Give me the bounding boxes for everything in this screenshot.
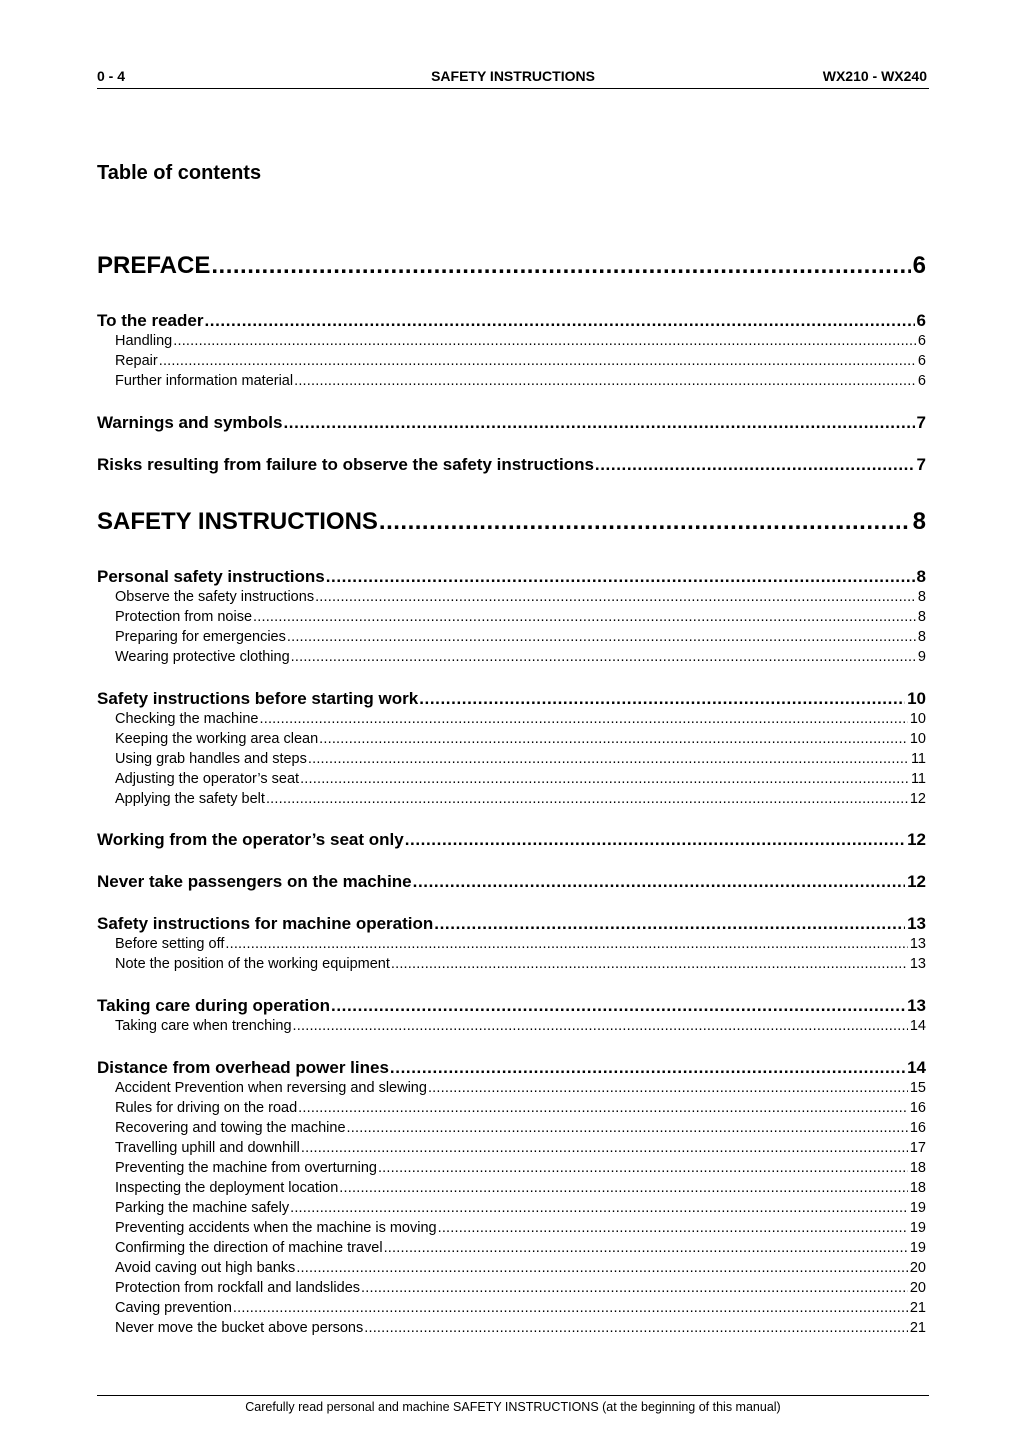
toc-dot-leader — [159, 352, 916, 371]
toc-entry-title: Handling — [115, 333, 173, 349]
toc-chapter-safety-instructions[interactable] — [97, 507, 926, 537]
toc-entry-title: Personal safety instructions — [97, 567, 325, 586]
toc-entry-title: To the reader — [97, 311, 204, 330]
toc-entry-title: Keeping the working area clean — [115, 731, 319, 747]
toc-entry-page: 14 — [909, 1018, 926, 1034]
toc-entry-title: Note the position of the working equipment — [115, 956, 390, 972]
toc-subsection-grab-handles[interactable] — [115, 750, 926, 769]
toc-subsection-before-setting-off[interactable] — [115, 935, 926, 954]
toc-entry-title: Taking care when trenching — [115, 1018, 292, 1034]
toc-dot-leader — [315, 588, 916, 607]
toc-entry-title: Inspecting the deployment location — [115, 1180, 339, 1196]
toc-subsection-operator-seat[interactable] — [115, 770, 926, 789]
toc-entry-page: 12 — [907, 830, 926, 849]
toc-subsection-repair[interactable] — [115, 352, 926, 371]
toc-section-no-passengers[interactable] — [97, 871, 926, 893]
toc-subsection-caving-prevention[interactable] — [115, 1299, 926, 1318]
toc-dot-leader — [291, 648, 916, 667]
toc-dot-leader — [428, 1079, 908, 1098]
toc-entry-title: Rules for driving on the road — [115, 1100, 298, 1116]
toc-subsection-parking[interactable] — [115, 1199, 926, 1218]
toc-subsection-moving-accidents[interactable] — [115, 1219, 926, 1238]
toc-section-power-lines[interactable] — [97, 1057, 926, 1079]
toc-entry-title: Protection from noise — [115, 609, 253, 625]
toc-dot-leader — [259, 710, 907, 729]
toc-dot-leader — [331, 995, 905, 1017]
toc-entry-page: 20 — [909, 1260, 926, 1276]
toc-entry-page: 18 — [909, 1180, 926, 1196]
toc-entry-page: 8 — [912, 508, 926, 535]
toc-entry-title: Risks resulting from failure to observe the safety instructions — [97, 455, 594, 474]
toc-entry-page: 21 — [909, 1320, 926, 1336]
toc-entry-title: Travelling uphill and downhill — [115, 1140, 300, 1156]
toc-entry-title: Recovering and towing the machine — [115, 1120, 346, 1136]
toc-entry-page: 6 — [917, 353, 926, 369]
toc-entry-title: Using grab handles and steps — [115, 751, 307, 767]
toc-dot-leader — [283, 412, 914, 434]
toc-dot-leader — [266, 790, 908, 809]
toc-entry-title: SAFETY INSTRUCTIONS — [97, 508, 378, 535]
toc-entry-page: 6 — [916, 311, 926, 330]
toc-subsection-working-area[interactable] — [115, 730, 926, 749]
toc-entry-title: Before setting off — [115, 936, 225, 952]
page-number: 0 - 4 — [97, 68, 126, 84]
toc-subsection-towing[interactable] — [115, 1119, 926, 1138]
toc-entry-page: 8 — [917, 609, 926, 625]
toc-subsection-travel-direction[interactable] — [115, 1239, 926, 1258]
toc-entry-title: Caving prevention — [115, 1300, 232, 1316]
toc-dot-leader — [379, 507, 911, 537]
toc-entry-page: 19 — [909, 1220, 926, 1236]
toc-section-before-starting[interactable] — [97, 688, 926, 710]
toc-dot-leader — [300, 770, 909, 789]
toc-dot-leader — [405, 829, 905, 851]
toc-entry-page: 15 — [909, 1080, 926, 1096]
toc-subsection-uphill-downhill[interactable] — [115, 1139, 926, 1158]
toc-subsection-handling[interactable] — [115, 332, 926, 351]
toc-dot-leader — [595, 454, 915, 476]
toc-entry-title: Safety instructions for machine operation — [97, 914, 434, 933]
toc-entry-title: Warnings and symbols — [97, 413, 283, 432]
toc-section-risks[interactable] — [97, 454, 926, 476]
toc-entry-title: Wearing protective clothing — [115, 649, 290, 665]
toc-subsection-further-information[interactable] — [115, 372, 926, 391]
page-header — [97, 68, 929, 89]
section-title: SAFETY INSTRUCTIONS — [431, 68, 595, 84]
toc-entry-page: 17 — [909, 1140, 926, 1156]
toc-dot-leader — [378, 1159, 908, 1178]
toc-entry-page: 10 — [907, 689, 926, 708]
toc-dot-leader — [293, 1017, 908, 1036]
toc-dot-leader — [391, 955, 908, 974]
toc-entry-title: Taking care during operation — [97, 996, 330, 1015]
toc-dot-leader — [347, 1119, 908, 1138]
toc-section-taking-care[interactable] — [97, 995, 926, 1017]
toc-dot-leader — [173, 332, 916, 351]
toc-entry-title: Further information material — [115, 373, 294, 389]
toc-dot-leader — [287, 628, 916, 647]
toc-title: Table of contents — [97, 162, 262, 184]
toc-entry-page: 8 — [917, 589, 926, 605]
toc-entry-title: Never take passengers on the machine — [97, 872, 412, 891]
toc-entry-page: 20 — [909, 1280, 926, 1296]
toc-subsection-deployment-location[interactable] — [115, 1179, 926, 1198]
toc-entry-title: Protection from rockfall and landslides — [115, 1280, 361, 1296]
toc-entry-page: 12 — [909, 791, 926, 807]
toc-entry-title: Repair — [115, 353, 158, 369]
toc-entry-page: 11 — [910, 751, 926, 767]
toc-dot-leader — [225, 935, 908, 954]
toc-subsection-safety-belt[interactable] — [115, 790, 926, 809]
toc-entry-title: Preventing accidents when the machine is moving — [115, 1220, 437, 1236]
toc-dot-leader — [308, 750, 909, 769]
page-footer — [97, 1395, 929, 1414]
toc-subsection-working-equipment[interactable] — [115, 955, 926, 974]
toc-entry-title: Parking the machine safely — [115, 1200, 290, 1216]
toc-entry-page: 19 — [909, 1240, 926, 1256]
toc-entry-page: 6 — [912, 252, 926, 279]
toc-entry-title: Preparing for emergencies — [115, 629, 286, 645]
toc-entry-page: 13 — [909, 936, 926, 952]
toc-entry-title: Observe the safety instructions — [115, 589, 315, 605]
toc-dot-leader — [301, 1139, 908, 1158]
toc-dot-leader — [361, 1279, 908, 1298]
toc-entry-page: 13 — [907, 996, 926, 1015]
toc-entry-page: 8 — [917, 629, 926, 645]
footer-note: Carefully read personal and machine SAFETY INSTRUCTIONS (at the beginning of this manual) — [245, 1400, 781, 1414]
toc-dot-leader — [290, 1199, 908, 1218]
toc-entry-page: 6 — [917, 333, 926, 349]
toc-entry-title: Applying the safety belt — [115, 791, 265, 807]
toc-subsection-checking-machine[interactable] — [115, 710, 926, 729]
toc-dot-leader — [211, 251, 910, 281]
toc-subsection-protective-clothing[interactable] — [115, 648, 926, 667]
toc-entry-page: 9 — [917, 649, 926, 665]
toc-subsection-overturning[interactable] — [115, 1159, 926, 1178]
toc-dot-leader — [413, 871, 905, 893]
toc-entry-title: PREFACE — [97, 252, 211, 279]
toc-entry-title: Checking the machine — [115, 711, 259, 727]
toc-dot-leader — [434, 913, 905, 935]
toc-entry-title: Confirming the direction of machine travel — [115, 1240, 383, 1256]
toc-dot-leader — [253, 608, 916, 627]
toc-entry-title: Accident Prevention when reversing and slewing — [115, 1080, 427, 1096]
toc-entry-page: 11 — [910, 771, 926, 787]
toc-entry-page: 8 — [916, 567, 926, 586]
toc-dot-leader — [364, 1319, 908, 1338]
toc-entry-page: 16 — [909, 1100, 926, 1116]
toc-subsection-trenching[interactable] — [115, 1017, 926, 1036]
toc-dot-leader — [419, 688, 905, 710]
toc-subsection-driving-road[interactable] — [115, 1099, 926, 1118]
toc-dot-leader — [233, 1299, 908, 1318]
toc-entry-page: 10 — [909, 731, 926, 747]
toc-dot-leader — [384, 1239, 908, 1258]
toc-section-machine-operation[interactable] — [97, 913, 926, 935]
toc-entry-page: 21 — [909, 1300, 926, 1316]
toc-subsection-high-banks[interactable] — [115, 1259, 926, 1278]
toc-dot-leader — [296, 1259, 908, 1278]
toc-subsection-rockfall[interactable] — [115, 1279, 926, 1298]
toc-entry-title: Safety instructions before starting work — [97, 689, 419, 708]
toc-entry-title: Never move the bucket above persons — [115, 1320, 364, 1336]
toc-subsection-noise[interactable] — [115, 608, 926, 627]
toc-entry-title: Working from the operator’s seat only — [97, 830, 404, 849]
toc-entry-page: 13 — [909, 956, 926, 972]
toc-subsection-observe-safety[interactable] — [115, 588, 926, 607]
toc-entry-page: 18 — [909, 1160, 926, 1176]
toc-entry-title: Distance from overhead power lines — [97, 1058, 389, 1077]
toc-entry-title: Preventing the machine from overturning — [115, 1160, 377, 1176]
toc-chapter-preface[interactable] — [97, 251, 926, 281]
toc-section-operator-seat-only[interactable] — [97, 829, 926, 851]
toc-entry-title: Adjusting the operator’s seat — [115, 771, 300, 787]
toc-entry-title: Avoid caving out high banks — [115, 1260, 296, 1276]
toc-entry-page: 13 — [907, 914, 926, 933]
toc-entry-page: 7 — [916, 413, 926, 432]
toc-section-to-the-reader[interactable] — [97, 310, 926, 332]
toc-entry-page: 7 — [916, 455, 926, 474]
toc-section-warnings-symbols[interactable] — [97, 412, 926, 434]
toc-section-personal-safety[interactable] — [97, 566, 926, 588]
toc-dot-leader — [294, 372, 916, 391]
toc-entry-page: 12 — [907, 872, 926, 891]
model-number: WX210 - WX240 — [822, 68, 927, 84]
toc-dot-leader — [298, 1099, 908, 1118]
toc-entry-page: 16 — [909, 1120, 926, 1136]
toc-dot-leader — [319, 730, 908, 749]
toc-dot-leader — [326, 566, 915, 588]
toc-entry-page: 19 — [909, 1200, 926, 1216]
toc-dot-leader — [204, 310, 914, 332]
toc-entry-page: 10 — [909, 711, 926, 727]
toc-dot-leader — [339, 1179, 908, 1198]
toc-entry-page: 14 — [907, 1058, 926, 1077]
toc-dot-leader — [390, 1057, 905, 1079]
toc-subsection-emergencies[interactable] — [115, 628, 926, 647]
toc-subsection-reversing-slewing[interactable] — [115, 1079, 926, 1098]
toc-dot-leader — [438, 1219, 908, 1238]
toc-subsection-bucket-above-persons[interactable] — [115, 1319, 926, 1338]
toc-entry-page: 6 — [917, 373, 926, 389]
